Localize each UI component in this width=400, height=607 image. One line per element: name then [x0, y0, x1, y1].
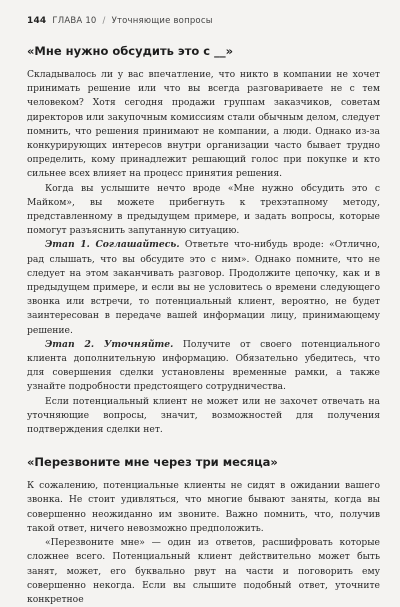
page-body: [27, 44, 380, 607]
chapter-label: ГЛАВА 10: [52, 16, 97, 26]
header-separator: /: [102, 16, 106, 26]
paragraph: Складывалось ли у вас впечатление, что никто в компании не хочет принимать решение или что вы всегда разговариваете не с тем человеком? Хотя сегодня продажи группам заказчиков, советам директоров или закупочным комиссиям стали обычным делом, следует помнить, что решения принимают не компании, а люди. Однако из-за конкурирующих интересов внутри организации часто бывает трудно определить, кому принадлежит решающий голос при покупке и кто сильнее всех влияет на процесс принятия решения.: [27, 69, 380, 180]
paragraph: Если потенциальный клиент не может или не захочет отвечать на уточняющие вопросы, значит, возможностей для получения подтверждения сделки нет.: [27, 395, 380, 436]
running-header: [27, 14, 380, 28]
paragraph-stage-2: [27, 338, 380, 395]
stage-2-text: Получите от своего потенциального клиента дополнительную информацию. Обязательно убедитесь, что для совершения сделки установлены временные рамки, а также узнайте подробности предстоящего сотрудничества.: [27, 338, 380, 393]
stage-2-label: Этап 2. Уточняйте.: [45, 338, 174, 350]
section-title-call-back: «Перезвоните мне через три месяца»: [27, 455, 278, 470]
paragraph: Когда вы услышите нечто вроде «Мне нужно обсудить это с Майком», вы можете прибегнуть к трехэтапному методу, представленному в предыдущем примере, и задать вопросы, которые помогут разъяснить запутанную ситуацию.: [27, 182, 380, 237]
chapter-title: Уточняющие вопросы: [111, 16, 213, 26]
stage-1-text: Ответьте что-нибудь вроде: «Отлично, рад слышать, что вы обсудите это с ним». Однако помните, что не следует на этом заканчивать разговор. Продолжите цепочку, как и в предыдущем примере, и если вы не условитесь о времени следующего звонка или встречи, то потенциальный клиент, вероятно, не будет заинтересован в передаче вашей информации лицу, принимающему решение.: [27, 239, 380, 336]
page-number: 144: [27, 16, 47, 26]
paragraph: «Перезвоните мне» — один из ответов, расшифровать которые сложнее всего. Потенциальный клиент действительно может быть занят, может, его буквально рвут на части и поговорить ему совершенно некогда. Если вы слышите подобный ответ, уточните конкретное: [27, 537, 380, 605]
section-title-discuss: «Мне нужно обсудить это с __»: [27, 44, 234, 58]
paragraph-stage-1: [27, 238, 380, 337]
paragraph: К сожалению, потенциальные клиенты не сидят в ожидании вашего звонка. Не стоит удивляться, что многие бывают заняты, когда вы совершенно неожиданно им звоните. Важно помнить, что, получив такой ответ, ничего невозможно предположить.: [27, 480, 380, 534]
stage-1-label: Этап 1. Соглашайтесь.: [45, 239, 180, 251]
